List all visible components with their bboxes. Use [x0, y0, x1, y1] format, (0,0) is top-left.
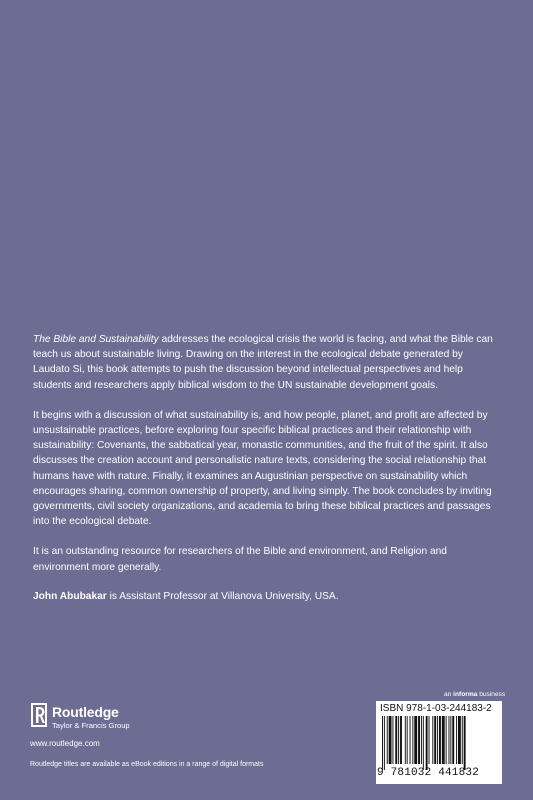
barcode-bar [426, 716, 428, 770]
barcode-bar [412, 716, 413, 764]
barcode-bar [429, 716, 430, 764]
barcode-bar [446, 716, 447, 764]
publisher-name: Routledge [52, 704, 119, 720]
author-affiliation: is Assistant Professor at Villanova University, USA. [106, 590, 339, 602]
barcode-bar [414, 716, 417, 764]
barcode-bar [450, 716, 451, 764]
publisher-url[interactable]: www.routledge.com [30, 739, 100, 748]
author-name: John Abubakar [33, 590, 107, 602]
barcode-bar [418, 716, 420, 764]
book-title-italic: The Bible and Sustainability [33, 334, 159, 345]
back-cover-blurb [33, 332, 501, 619]
barcode-bar [452, 716, 454, 764]
barcode-bar [434, 716, 436, 764]
barcode-bar [395, 716, 397, 764]
blurb-paragraph-1 [33, 332, 501, 393]
author-bio [33, 589, 501, 604]
barcode-bar [382, 716, 383, 770]
informa-tagline [444, 691, 505, 698]
routledge-logo-icon [30, 702, 48, 728]
barcode-bar [398, 716, 399, 764]
barcode-bar [442, 716, 445, 764]
informa-suffix: business [477, 691, 506, 698]
blurb-paragraph-3: It is an outstanding resource for researchers of the Bible and environment, and Religion and environment more generally. [33, 546, 447, 573]
barcode-bar [389, 716, 392, 764]
ebook-note: Routledge titles are available as eBook editions in a range of digital formats [30, 761, 264, 768]
barcode-icon [380, 716, 498, 770]
isbn-label: ISBN 978-1-03-244183-2 [380, 703, 492, 714]
isbn-barcode-box [376, 701, 502, 784]
barcode-bar [392, 716, 393, 764]
barcode-bar [456, 716, 457, 764]
blurb-paragraph-1-text: addresses the ecological crisis the world is facing, and what the Bible can teach us about sustainable living. Drawing on the interest in the ecological debate generated by Laudato Si, this book attempts to push the discussion beyond intellectual perspectives and help students and researchers apply biblical wisdom to the UN sustainable development goals. [33, 334, 493, 391]
barcode-bar [410, 716, 411, 764]
barcode-bar [405, 716, 406, 764]
barcode-bar [432, 716, 433, 764]
barcode-bar [458, 716, 461, 764]
blurb-paragraph-2: It begins with a discussion of what sustainability is, and how people, planet, and profit are affected by unsustainable practices, before exploring four specific biblical practices and their relationship with sustainability: Covenants, the sabbatical year, monastic communities, and the fruit of the spirit. It also discusses the creation account and personalistic nature texts, considering the social relationship that humans have with nature. Finally, it examines an Augustinian perspective on sustainability which encourages sharing, common ownership of property, and living simply. The book concludes by inviting governments, civil society organizations, and academia to bring these biblical practices and passages into the ecological debate. [33, 409, 492, 528]
barcode-bar [439, 716, 441, 764]
barcode-bar [400, 716, 402, 764]
publisher-group: Taylor & Francis Group [52, 721, 130, 730]
barcode-bar [437, 716, 438, 764]
barcode-bar [423, 716, 424, 770]
informa-brand: informa [453, 691, 478, 698]
barcode-bar [449, 716, 450, 764]
barcode-bar [462, 716, 463, 764]
informa-prefix: an [444, 691, 454, 698]
barcode-bar [384, 716, 385, 770]
barcode-bar [387, 716, 388, 764]
barcode-bar [464, 716, 466, 770]
barcode-bar [421, 716, 422, 764]
barcode-bar [407, 716, 408, 764]
isbn-digits: 9 781032 441832 [377, 767, 480, 779]
